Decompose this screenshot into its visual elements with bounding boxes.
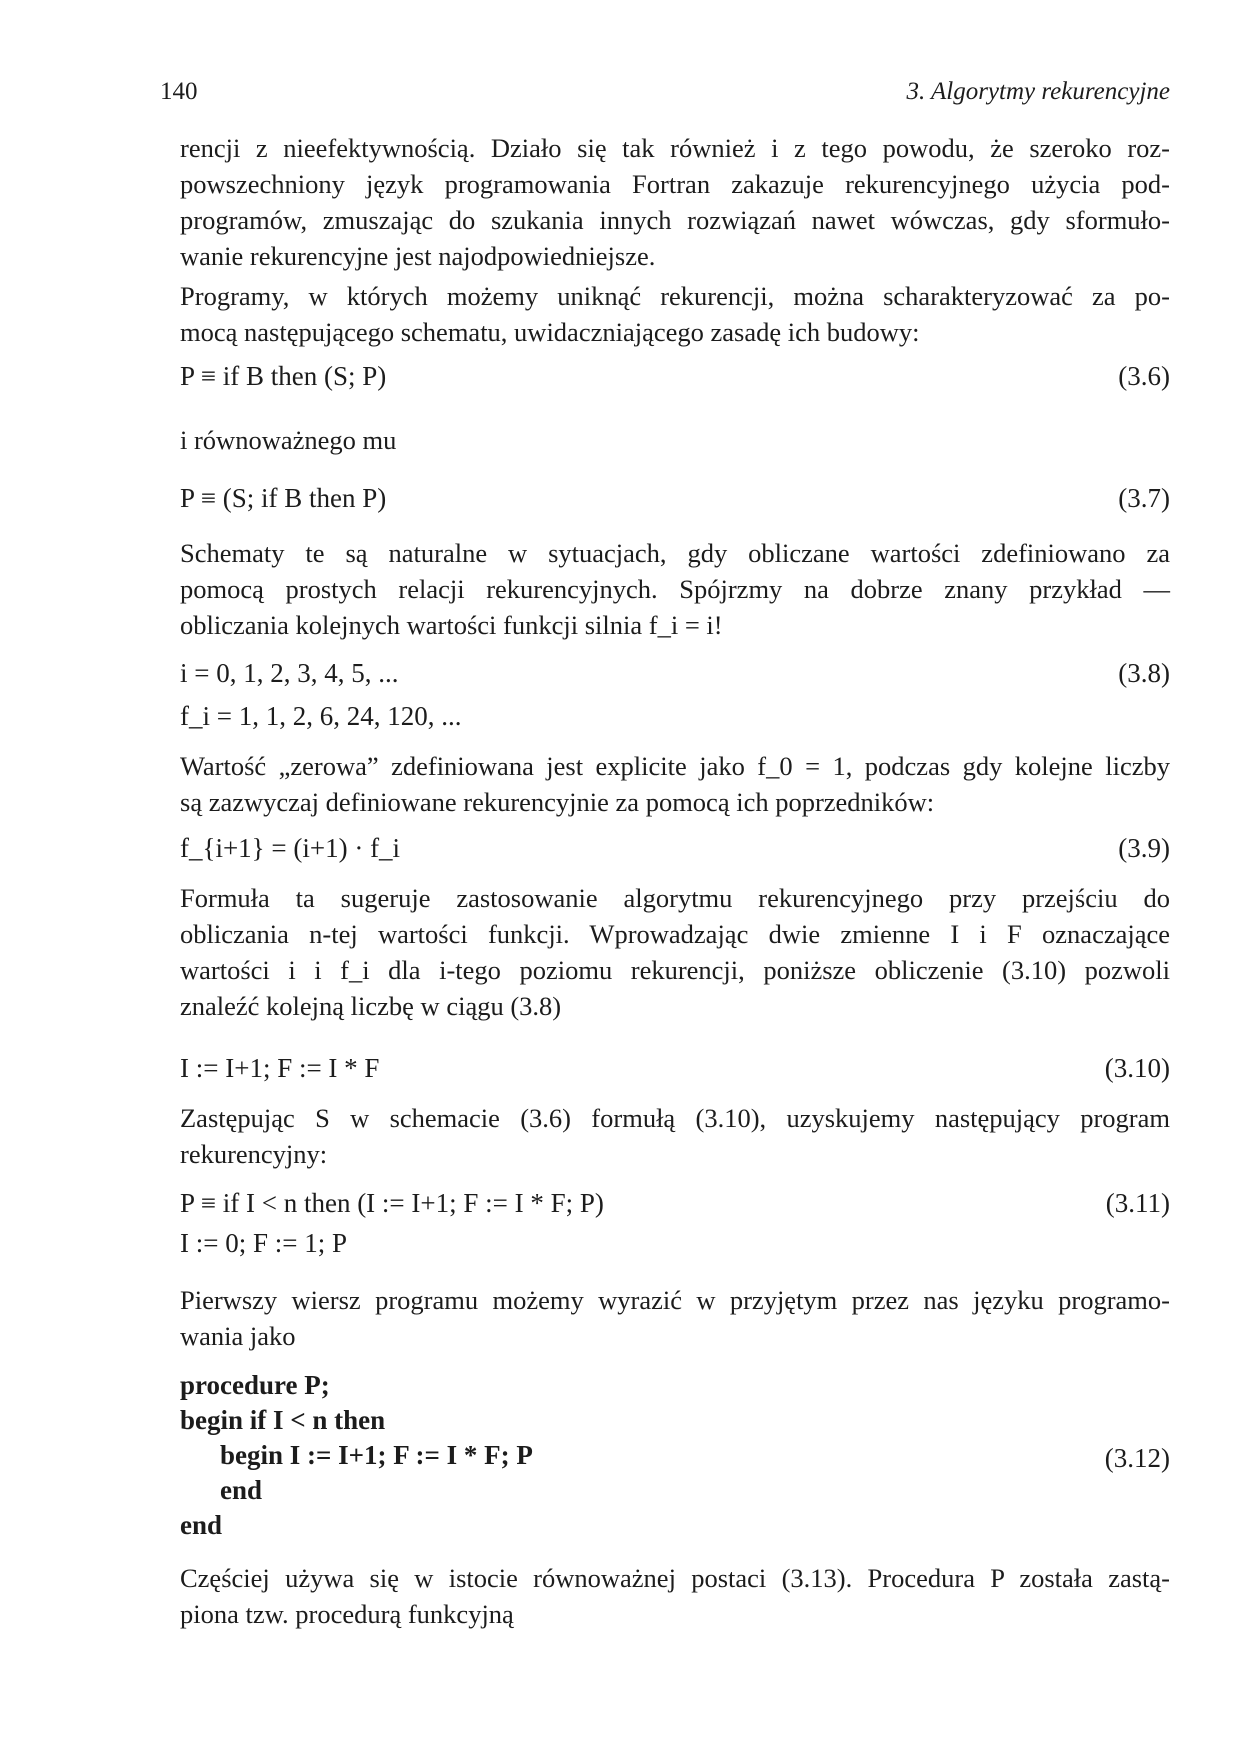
paragraph-9 <box>180 1560 1170 1632</box>
paragraph-2 <box>180 278 1170 350</box>
equation-number: (3.11) <box>1105 1188 1170 1218</box>
equation-number: (3.7) <box>1118 483 1170 513</box>
text-line: i równoważnego mu <box>180 425 397 455</box>
paragraph-7 <box>180 1100 1170 1172</box>
equation-3-8-row-2 <box>180 698 1170 734</box>
text-line: rekurencyjny: <box>180 1139 328 1169</box>
code-line: end <box>220 1475 263 1505</box>
text-line: Formuła ta sugeruje zastosowanie algorytmu rekurencyjnego przy przejściu do <box>180 883 1170 913</box>
text-line: Pierwszy wiersz programu możemy wyrazić w przyjętym przez nas języku programo- <box>180 1285 1170 1315</box>
equation-3-10 <box>180 1050 1170 1086</box>
chapter-title: 3. Algorytmy rekurencyjne <box>906 78 1170 105</box>
equation-3-6 <box>180 358 1170 394</box>
text-line: obliczania n-tej wartości funkcji. Wprowadzając dwie zmienne I i F oznaczające <box>180 919 1170 949</box>
text-line: wania jako <box>180 1321 296 1351</box>
formula: I := I+1; F := I * F <box>180 1053 380 1083</box>
formula: P ≡ if I < n then (I := I+1; F := I * F; P) <box>180 1188 604 1218</box>
page-header <box>160 78 1170 112</box>
equation-3-9 <box>180 830 1170 866</box>
text-line: pomocą prostych relacji rekurencyjnych. Spójrzmy na dobrze znany przykład — <box>180 574 1170 604</box>
formula-line-2: I := 0; F := 1; P <box>180 1228 347 1258</box>
text-line: mocą następującego schematu, uwidaczniającego zasadę ich budowy: <box>180 317 920 347</box>
paragraph-4 <box>180 535 1170 643</box>
text-line: Schematy te są naturalne w sytuacjach, gdy obliczane wartości zdefiniowano za <box>180 538 1170 568</box>
equation-number: (3.10) <box>1104 1053 1170 1083</box>
paragraph-8 <box>180 1282 1170 1354</box>
formula: P ≡ if B then (S; P) <box>180 361 387 391</box>
text-line: programów, zmuszając do szukania innych rozwiązań nawet wówczas, gdy sformuło- <box>180 205 1170 235</box>
text-line: Zastępując S w schemacie (3.6) formułą (3.10), uzyskujemy następujący program <box>180 1103 1170 1133</box>
equation-number: (3.6) <box>1118 361 1170 391</box>
text-line: znaleźć kolejną liczbę w ciągu (3.8) <box>180 991 562 1021</box>
paragraph-5 <box>180 748 1170 820</box>
equation-number: (3.12) <box>1104 1443 1170 1473</box>
formula-row-f: f_i = 1, 1, 2, 6, 24, 120, ... <box>180 701 462 731</box>
equation-number: (3.9) <box>1118 833 1170 863</box>
text-line: wartości i i f_i dla i-tego poziomu rekurencji, poniższe obliczenie (3.10) pozwoli <box>180 955 1170 985</box>
text-line: wanie rekurencyjne jest najodpowiedniejsze. <box>180 241 656 271</box>
text-line: Częściej używa się w istocie równoważnej postaci (3.13). Procedura P została zastą- <box>180 1563 1170 1593</box>
equation-number: (3.8) <box>1118 658 1170 688</box>
equation-3-11-line-2 <box>180 1225 1170 1261</box>
code-line: begin if I < n then <box>180 1405 386 1435</box>
formula: f_{i+1} = (i+1) · f_i <box>180 833 401 863</box>
code-line: end <box>180 1510 223 1540</box>
text-line: obliczania kolejnych wartości funkcji silnia f_i = i! <box>180 610 723 640</box>
paragraph-3 <box>180 422 1170 458</box>
equation-3-12-number-row <box>180 1440 1170 1476</box>
formula-row-i: i = 0, 1, 2, 3, 4, 5, ... <box>180 658 399 688</box>
formula: P ≡ (S; if B then P) <box>180 483 387 513</box>
text-line: powszechniony język programowania Fortran zakazuje rekurencyjnego użycia pod- <box>180 169 1170 199</box>
text-line: Wartość „zerowa” zdefiniowana jest explicite jako f_0 = 1, podczas gdy kolejne liczby <box>180 751 1170 781</box>
paragraph-6 <box>180 880 1170 1024</box>
paragraph-1 <box>180 130 1170 274</box>
text-line: rencji z nieefektywnością. Działo się tak również i z tego powodu, że szeroko roz- <box>180 133 1170 163</box>
code-line: procedure P; <box>180 1370 330 1400</box>
text-line: Programy, w których możemy uniknąć rekurencji, można scharakteryzować za po- <box>180 281 1170 311</box>
equation-3-11 <box>180 1185 1170 1221</box>
text-line: piona tzw. procedurą funkcyjną <box>180 1599 514 1629</box>
equation-3-8 <box>180 655 1170 691</box>
code-line: begin I := I+1; F := I * F; P <box>220 1440 533 1470</box>
text-line: są zazwyczaj definiowane rekurencyjnie za pomocą ich poprzedników: <box>180 787 935 817</box>
equation-3-7 <box>180 480 1170 516</box>
page-number: 140 <box>160 78 198 105</box>
